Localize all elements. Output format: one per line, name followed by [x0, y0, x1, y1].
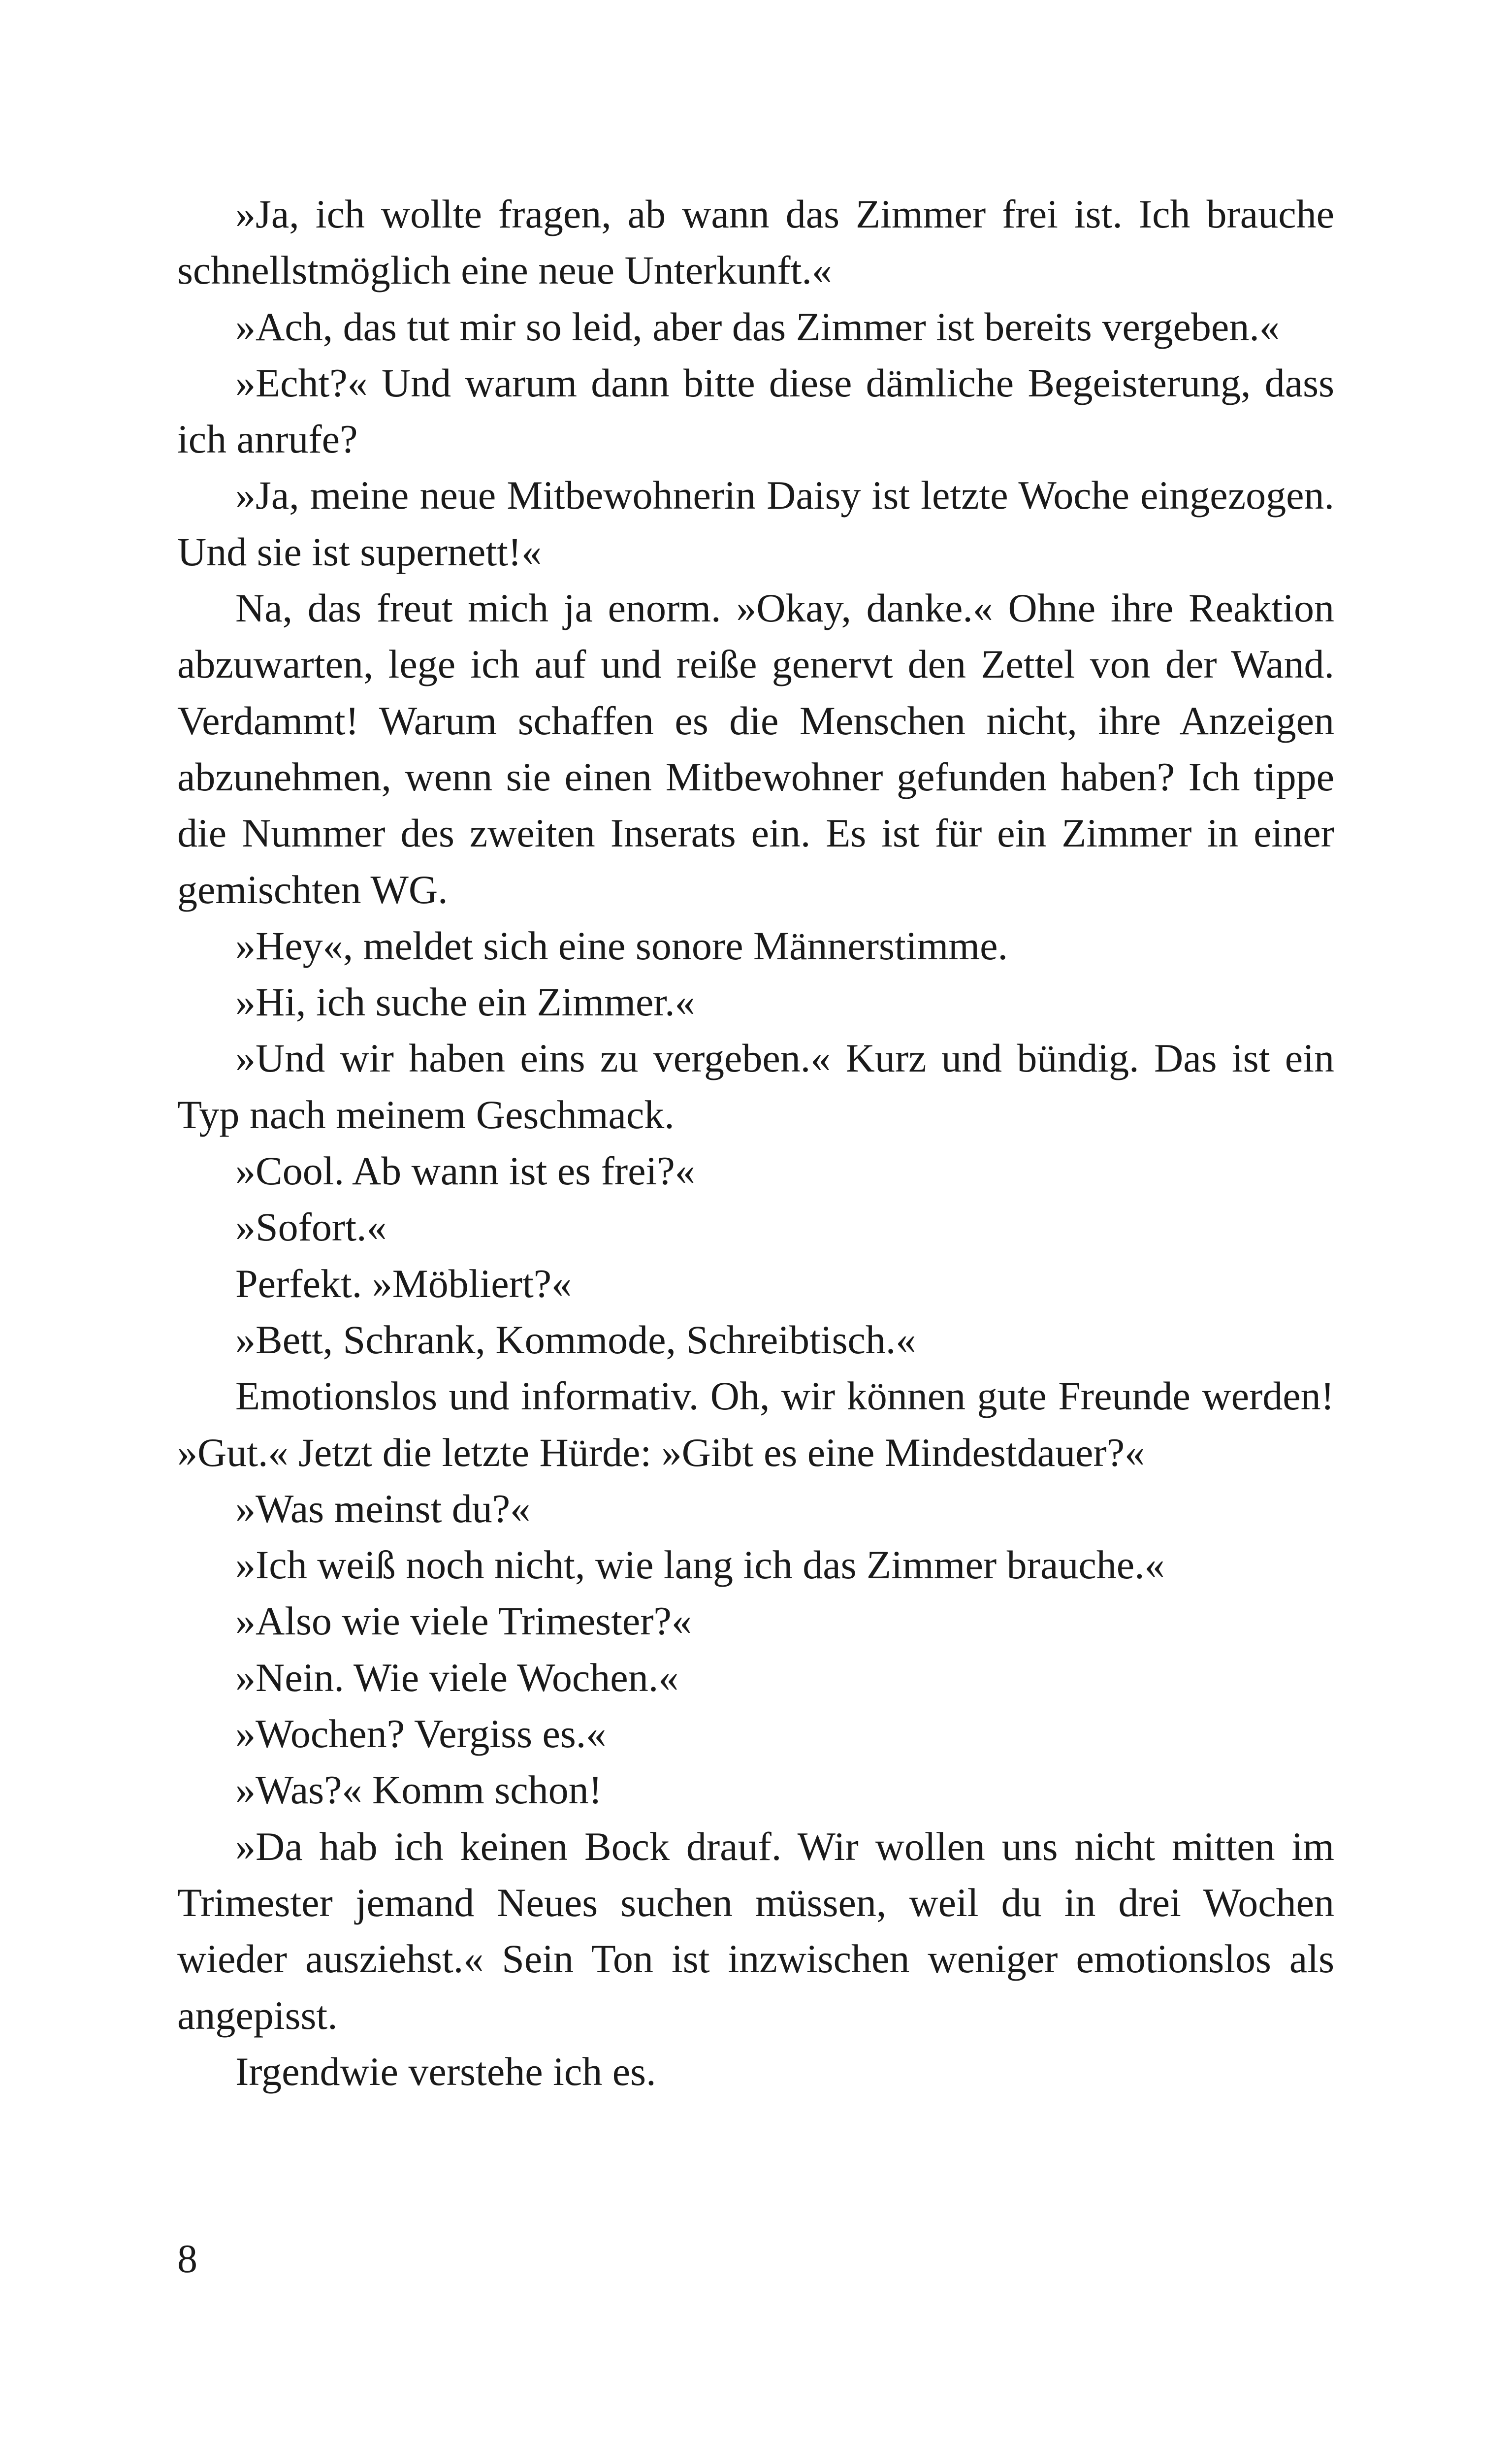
paragraph: »Sofort.« — [235, 1205, 387, 1250]
paragraph: »Bett, Schrank, Kommode, Schreibtisch.« — [235, 1317, 916, 1362]
paragraph: Irgendwie verstehe ich es. — [235, 2049, 656, 2094]
paragraph: Emotionslos und informativ. Oh, wir können gute Freunde werden! »Gut.« Jetzt die letzte Hürde: »Gibt es eine Mindestdauer?« — [177, 1373, 1334, 1475]
paragraph: »Ich weiß noch nicht, wie lang ich das Zimmer brauche.« — [235, 1542, 1165, 1588]
paragraph: »Cool. Ab wann ist es frei?« — [235, 1148, 695, 1194]
paragraph: »Echt?« Und warum dann bitte diese dämliche Begeisterung, dass ich anrufe? — [177, 360, 1334, 462]
paragraph: Na, das freut mich ja enorm. »Okay, danke.« Ohne ihre Reaktion abzuwarten, lege ich auf und reiße genervt den Zettel von der Wand. Verdammt! Warum schaffen es die Menschen nicht, ihre Anzeigen abzunehmen, wenn sie einen Mitbewohner gefunden haben? Ich tippe die Nummer des zweiten Inserats ein. Es ist für ein Zimmer in einer gemischten WG. — [177, 586, 1334, 912]
paragraph: »Hi, ich suche ein Zimmer.« — [235, 979, 695, 1025]
paragraph: »Also wie viele Trimester?« — [235, 1598, 692, 1644]
page-number: 8 — [177, 2236, 197, 2281]
paragraph: »Ja, ich wollte fragen, ab wann das Zimmer frei ist. Ich brauche schnellstmöglich eine neue Unterkunft.« — [177, 192, 1334, 293]
paragraph: »Da hab ich keinen Bock drauf. Wir wollen uns nicht mitten im Trimester jemand Neues suchen müssen, weil du in drei Wochen wieder ausziehst.« Sein Ton ist inzwischen weniger emotionslos als angepisst. — [177, 1824, 1334, 2038]
paragraph: Perfekt. »Möbliert?« — [235, 1261, 572, 1306]
paragraph: »Und wir haben eins zu vergeben.« Kurz und bündig. Das ist ein Typ nach meinem Geschmack. — [177, 1036, 1334, 1137]
paragraph: »Ach, das tut mir so leid, aber das Zimmer ist bereits vergeben.« — [235, 304, 1280, 349]
paragraph: »Was meinst du?« — [235, 1486, 531, 1531]
paragraph: »Ja, meine neue Mitbewohnerin Daisy ist letzte Woche eingezogen. Und sie ist supernett!« — [177, 473, 1334, 574]
paragraph: »Hey«, meldet sich eine sonore Männerstimme. — [235, 923, 1008, 968]
paragraph: »Wochen? Vergiss es.« — [235, 1711, 607, 1757]
body-text — [177, 186, 1334, 2100]
paragraph: »Nein. Wie viele Wochen.« — [235, 1655, 679, 1700]
paragraph: »Was?« Komm schon! — [235, 1767, 602, 1813]
